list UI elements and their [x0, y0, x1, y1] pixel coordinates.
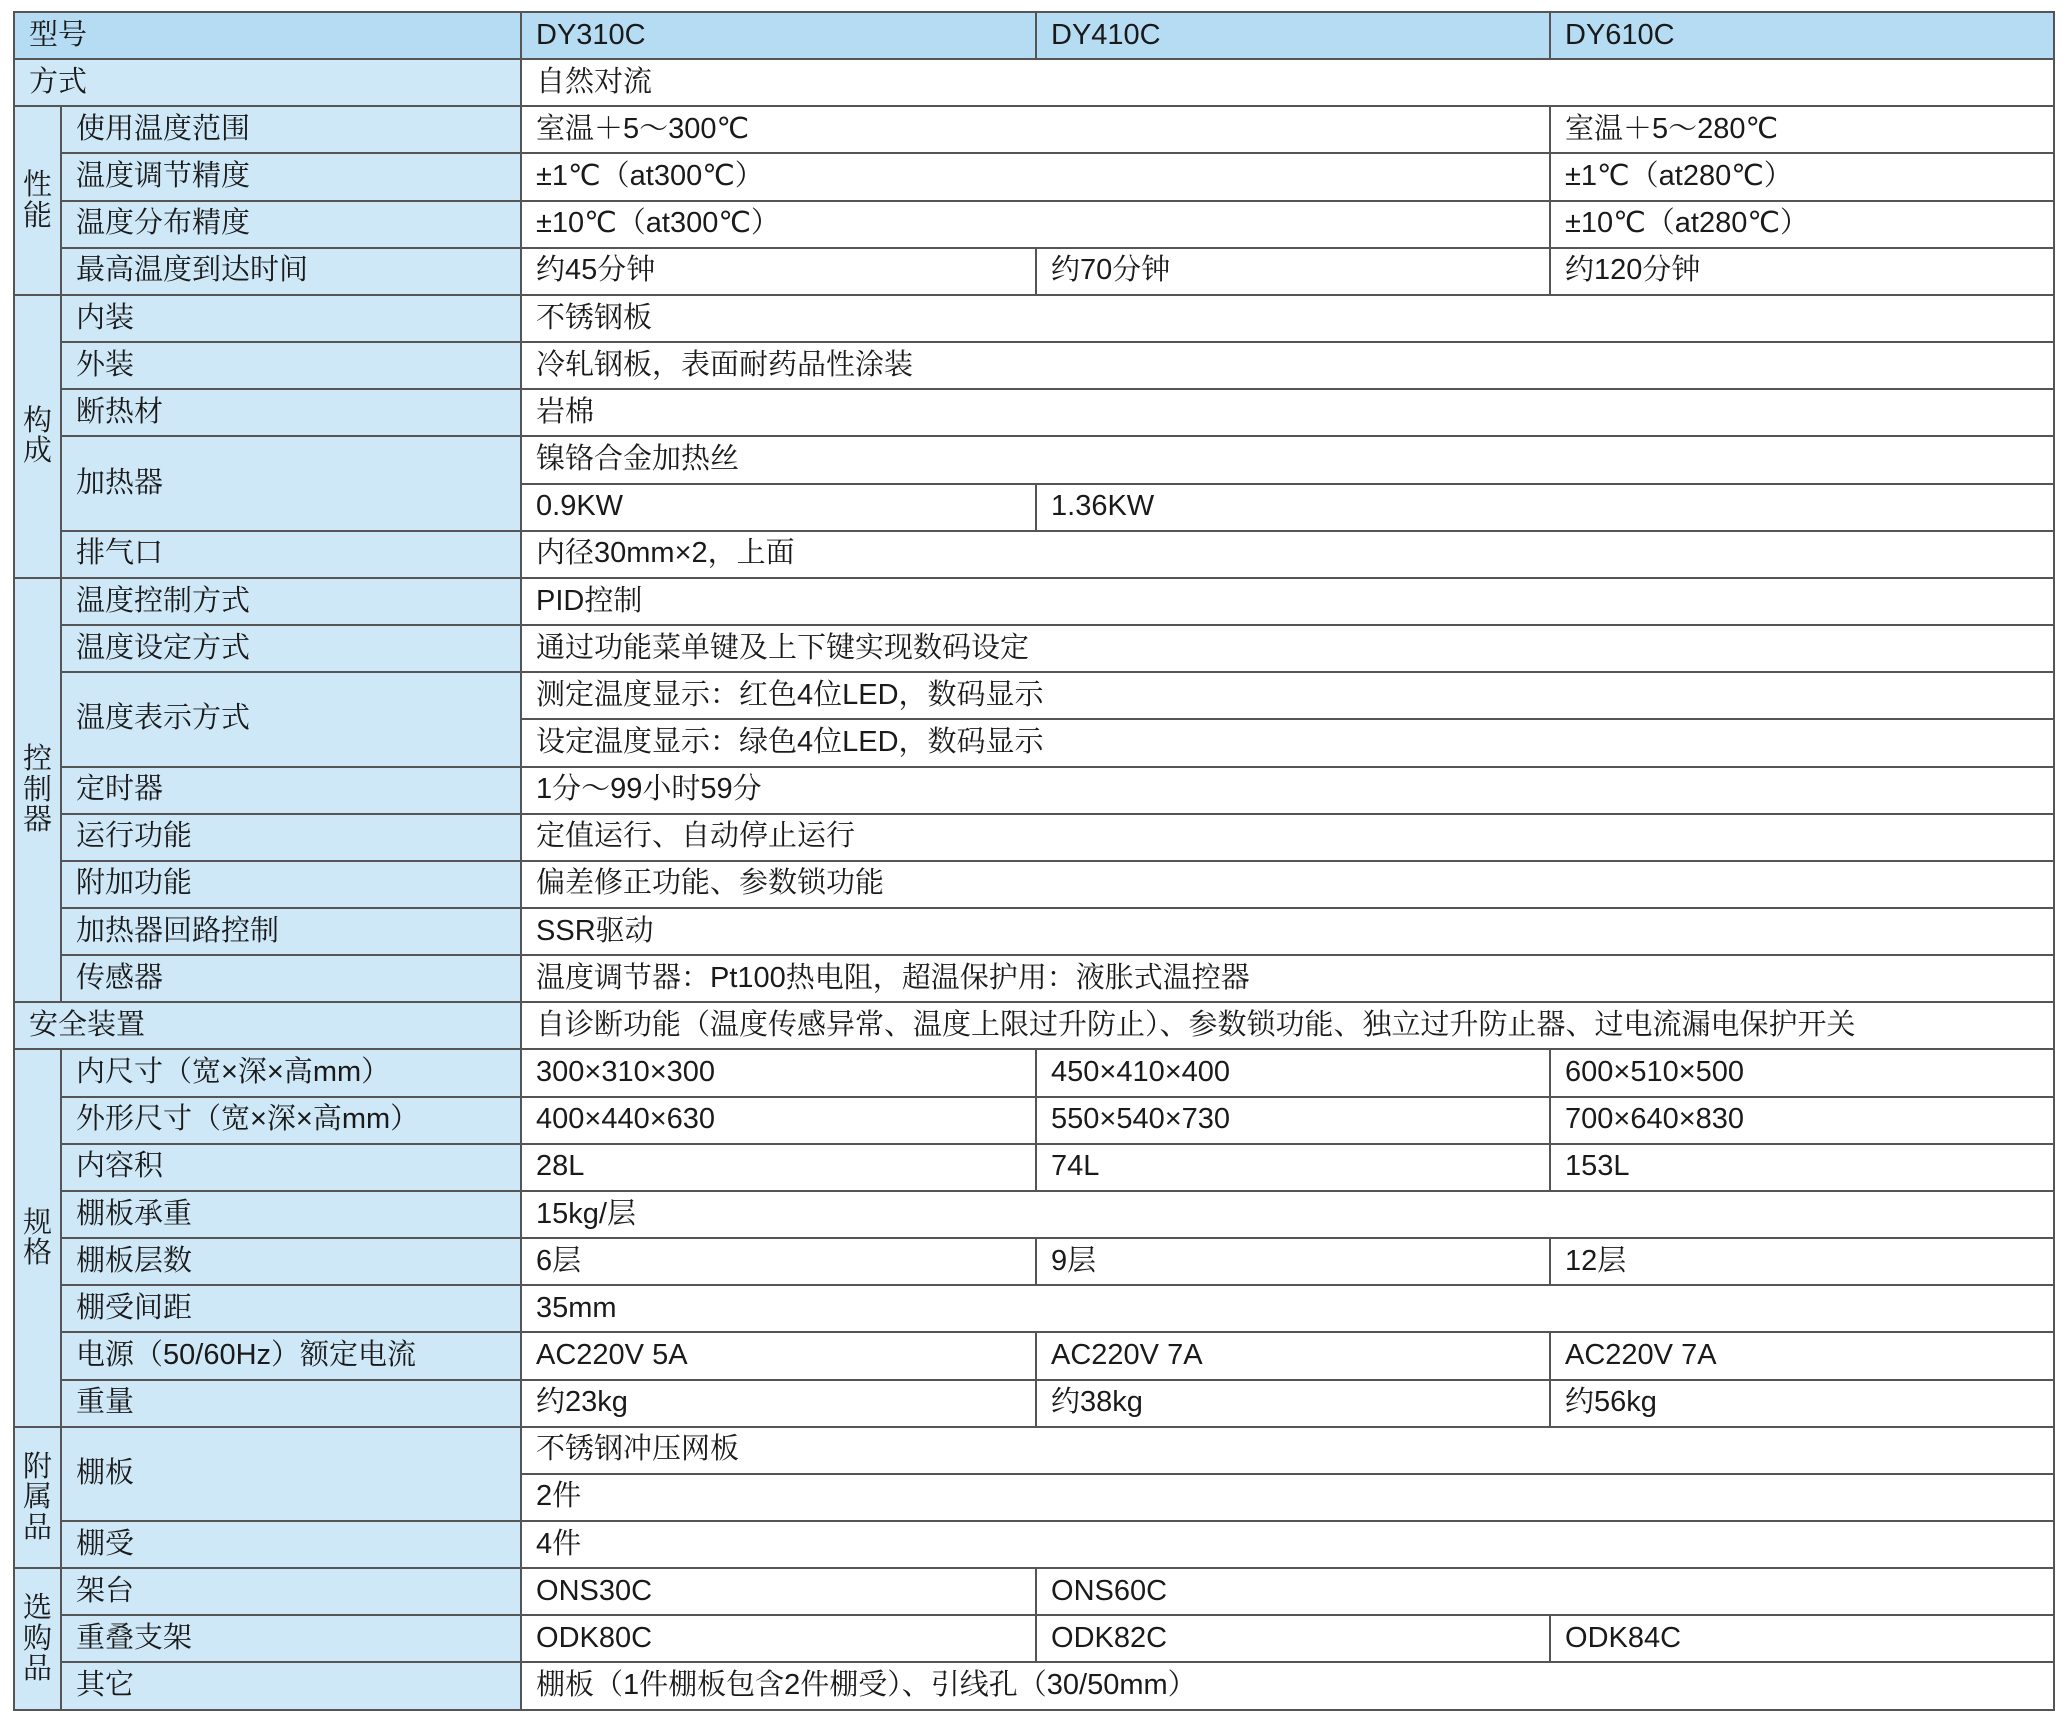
- row-label: 重叠支架: [61, 1615, 521, 1662]
- row-label: 外形尺寸（宽×深×高mm）: [61, 1097, 521, 1144]
- table-row: [14, 1097, 2054, 1144]
- value-cell: 1分～99小时59分: [521, 767, 2054, 814]
- table-row: [14, 767, 2054, 814]
- row-label: 温度表示方式: [61, 672, 521, 766]
- table-row: [14, 625, 2054, 672]
- value-cell: 12层: [1550, 1238, 2054, 1285]
- section-label: [14, 295, 61, 578]
- section-label-text: 规格: [22, 1206, 52, 1270]
- table-row: [14, 12, 2054, 59]
- value-cell: 28L: [521, 1144, 1036, 1191]
- value-cell: 约23kg: [521, 1380, 1036, 1427]
- value-cell: AC220V 7A: [1036, 1332, 1550, 1379]
- value-cell: 自然对流: [521, 59, 2054, 106]
- table-row: [14, 106, 2054, 153]
- value-cell: 74L: [1036, 1144, 1550, 1191]
- value-cell: SSR驱动: [521, 908, 2054, 955]
- value-cell: 约70分钟: [1036, 248, 1550, 295]
- row-label: 棚板层数: [61, 1238, 521, 1285]
- row-label: 最高温度到达时间: [61, 248, 521, 295]
- table-row: [14, 1285, 2054, 1332]
- value-cell: 400×440×630: [521, 1097, 1036, 1144]
- value-cell: 约56kg: [1550, 1380, 2054, 1427]
- row-label: 定时器: [61, 767, 521, 814]
- value-cell: 内径30mm×2，上面: [521, 531, 2054, 578]
- table-row: [14, 1615, 2054, 1662]
- table-row: [14, 389, 2054, 436]
- row-label: 方式: [14, 59, 521, 106]
- section-label: [14, 1568, 61, 1709]
- value-cell: 室温＋5～300℃: [521, 106, 1550, 153]
- row-label: 棚板承重: [61, 1191, 521, 1238]
- table-row: [14, 1521, 2054, 1568]
- row-label: 加热器: [61, 436, 521, 530]
- table-row: [14, 578, 2054, 625]
- table-row: [14, 436, 2054, 483]
- row-label: 使用温度范围: [61, 106, 521, 153]
- value-cell: 1.36KW: [1036, 484, 2054, 531]
- table-row: [14, 59, 2054, 106]
- value-cell: 450×410×400: [1036, 1049, 1550, 1096]
- table-row: [14, 908, 2054, 955]
- row-label: 其它: [61, 1662, 521, 1709]
- value-cell: 约120分钟: [1550, 248, 2054, 295]
- value-cell: 设定温度显示：绿色4位LED，数码显示: [521, 719, 2054, 766]
- table-row: [14, 955, 2054, 1002]
- table-row: [14, 1662, 2054, 1709]
- section-label: [14, 1049, 61, 1426]
- row-label: 架台: [61, 1568, 521, 1615]
- row-label: 加热器回路控制: [61, 908, 521, 955]
- model-header: DY410C: [1036, 12, 1550, 59]
- value-cell: 不锈钢板: [521, 295, 2054, 342]
- header-label: 型号: [14, 12, 521, 59]
- value-cell: 35mm: [521, 1285, 2054, 1332]
- table-row: [14, 342, 2054, 389]
- row-label: 温度调节精度: [61, 153, 521, 200]
- value-cell: 153L: [1550, 1144, 2054, 1191]
- value-cell: ONS30C: [521, 1568, 1036, 1615]
- value-cell: ±1℃（at300℃）: [521, 153, 1550, 200]
- value-cell: 通过功能菜单键及上下键实现数码设定: [521, 625, 2054, 672]
- table-row: [14, 153, 2054, 200]
- section-label: [14, 106, 61, 295]
- row-label: 附加功能: [61, 861, 521, 908]
- model-header: DY310C: [521, 12, 1036, 59]
- table-row: [14, 814, 2054, 861]
- row-label: 棚受: [61, 1521, 521, 1568]
- row-label: 内容积: [61, 1144, 521, 1191]
- row-label: 温度分布精度: [61, 201, 521, 248]
- table-row: [14, 672, 2054, 719]
- value-cell: 棚板（1件棚板包含2件棚受）、引线孔（30/50mm）: [521, 1662, 2054, 1709]
- table-row: [14, 295, 2054, 342]
- value-cell: 偏差修正功能、参数锁功能: [521, 861, 2054, 908]
- value-cell: 温度调节器：Pt100热电阻，超温保护用：液胀式温控器: [521, 955, 2054, 1002]
- value-cell: 550×540×730: [1036, 1097, 1550, 1144]
- section-label: [14, 578, 61, 1002]
- section-label-text: 附属品: [22, 1450, 52, 1544]
- value-cell: 600×510×500: [1550, 1049, 2054, 1096]
- row-label: 棚受间距: [61, 1285, 521, 1332]
- table-row: [14, 201, 2054, 248]
- value-cell: ±10℃（at280℃）: [1550, 201, 2054, 248]
- value-cell: ONS60C: [1036, 1568, 2054, 1615]
- table-row: [14, 1427, 2054, 1474]
- value-cell: 不锈钢冲压网板: [521, 1427, 2054, 1474]
- section-label-text: 选购品: [22, 1592, 52, 1686]
- value-cell: 室温＋5～280℃: [1550, 106, 2054, 153]
- table-row: [14, 1144, 2054, 1191]
- row-label: 内装: [61, 295, 521, 342]
- spec-table: [13, 11, 2055, 1711]
- value-cell: 岩棉: [521, 389, 2054, 436]
- value-cell: 镍铬合金加热丝: [521, 436, 2054, 483]
- row-label: 温度控制方式: [61, 578, 521, 625]
- table-row: [14, 248, 2054, 295]
- table-row: [14, 1380, 2054, 1427]
- spec-table-body: [14, 12, 2054, 1710]
- value-cell: 约45分钟: [521, 248, 1036, 295]
- value-cell: 冷轧钢板，表面耐药品性涂装: [521, 342, 2054, 389]
- row-label: 运行功能: [61, 814, 521, 861]
- table-row: [14, 531, 2054, 578]
- section-label-text: 构成: [22, 404, 52, 468]
- value-cell: PID控制: [521, 578, 2054, 625]
- value-cell: ODK80C: [521, 1615, 1036, 1662]
- table-row: [14, 1332, 2054, 1379]
- value-cell: ODK82C: [1036, 1615, 1550, 1662]
- row-label: 断热材: [61, 389, 521, 436]
- table-row: [14, 1002, 2054, 1049]
- value-cell: AC220V 5A: [521, 1332, 1036, 1379]
- value-cell: 2件: [521, 1474, 2054, 1521]
- value-cell: ±1℃（at280℃）: [1550, 153, 2054, 200]
- row-label: 棚板: [61, 1427, 521, 1521]
- value-cell: 0.9KW: [521, 484, 1036, 531]
- row-label: 安全装置: [14, 1002, 521, 1049]
- value-cell: 700×640×830: [1550, 1097, 2054, 1144]
- row-label: 传感器: [61, 955, 521, 1002]
- row-label: 外装: [61, 342, 521, 389]
- value-cell: 300×310×300: [521, 1049, 1036, 1096]
- value-cell: 4件: [521, 1521, 2054, 1568]
- value-cell: AC220V 7A: [1550, 1332, 2054, 1379]
- value-cell: 15kg/层: [521, 1191, 2054, 1238]
- value-cell: ±10℃（at300℃）: [521, 201, 1550, 248]
- value-cell: 自诊断功能（温度传感异常、温度上限过升防止）、参数锁功能、独立过升防止器、过电流漏电保护开关: [521, 1002, 2054, 1049]
- table-row: [14, 1191, 2054, 1238]
- section-label-text: 性能: [22, 169, 52, 232]
- value-cell: 定值运行、自动停止运行: [521, 814, 2054, 861]
- row-label: 温度设定方式: [61, 625, 521, 672]
- section-label-text: 控制器: [22, 743, 52, 837]
- value-cell: 测定温度显示：红色4位LED，数码显示: [521, 672, 2054, 719]
- table-row: [14, 1049, 2054, 1096]
- table-row: [14, 861, 2054, 908]
- row-label: 内尺寸（宽×深×高mm）: [61, 1049, 521, 1096]
- value-cell: ODK84C: [1550, 1615, 2054, 1662]
- model-header: DY610C: [1550, 12, 2054, 59]
- section-label: [14, 1427, 61, 1568]
- value-cell: 9层: [1036, 1238, 1550, 1285]
- row-label: 重量: [61, 1380, 521, 1427]
- row-label: 排气口: [61, 531, 521, 578]
- value-cell: 约38kg: [1036, 1380, 1550, 1427]
- table-row: [14, 1568, 2054, 1615]
- table-row: [14, 1238, 2054, 1285]
- row-label: 电源（50/60Hz）额定电流: [61, 1332, 521, 1379]
- value-cell: 6层: [521, 1238, 1036, 1285]
